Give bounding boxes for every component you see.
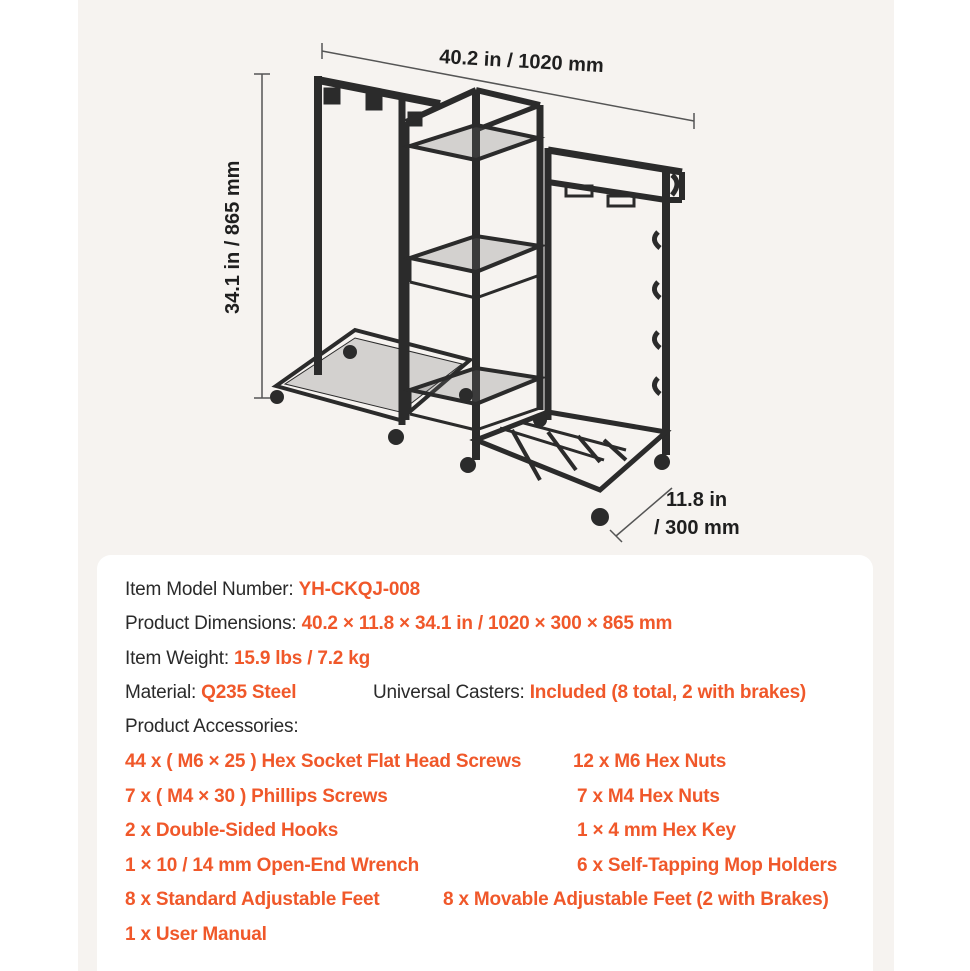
weight-label: Item Weight: xyxy=(125,648,229,669)
spec-material xyxy=(125,682,296,704)
dimensions-label: Product Dimensions: xyxy=(125,613,297,634)
accessory-item: 7 x ( M4 × 30 ) Phillips Screws xyxy=(125,786,388,807)
depth-dimension-mm: / 300 mm xyxy=(654,517,740,539)
casters-label: Universal Casters: xyxy=(373,682,525,703)
accessory-item: 8 x Standard Adjustable Feet xyxy=(125,889,380,910)
width-dimension-label: 40.2 in / 1020 mm xyxy=(438,46,605,78)
accessory-item: 44 x ( M6 × 25 ) Hex Socket Flat Head Screws xyxy=(125,751,522,772)
depth-dimension-inches: 11.8 in xyxy=(666,489,728,511)
accessory-item: 1 × 10 / 14 mm Open-End Wrench xyxy=(125,855,420,876)
accessory-item: 6 x Self-Tapping Mop Holders xyxy=(577,855,838,876)
casters-value: Included (8 total, 2 with brakes) xyxy=(529,682,807,703)
spec-card xyxy=(97,555,873,971)
accessory-item: 12 x M6 Hex Nuts xyxy=(573,751,727,772)
spec-weight xyxy=(125,648,370,670)
accessory-item: 1 × 4 mm Hex Key xyxy=(577,820,736,841)
depth-dimension-label xyxy=(654,486,740,542)
accessory-item: 1 x User Manual xyxy=(125,924,267,945)
material-label: Material: xyxy=(125,682,197,703)
spec-casters xyxy=(373,682,806,704)
spec-dimensions xyxy=(125,613,672,635)
rack-frame xyxy=(276,76,682,490)
weight-value: 15.9 lbs / 7.2 kg xyxy=(234,648,371,669)
spec-model xyxy=(125,579,420,601)
accessory-item: 2 x Double-Sided Hooks xyxy=(125,820,339,841)
dimensions-value: 40.2 × 11.8 × 34.1 in / 1020 × 300 × 865 mm xyxy=(301,613,673,634)
material-value: Q235 Steel xyxy=(201,682,297,703)
accessory-item: 7 x M4 Hex Nuts xyxy=(577,786,720,807)
accessory-item: 8 x Movable Adjustable Feet (2 with Brakes) xyxy=(443,889,829,910)
model-value: YH-CKQJ-008 xyxy=(298,579,420,600)
accessories-heading: Product Accessories: xyxy=(125,716,299,737)
model-label: Item Model Number: xyxy=(125,579,294,600)
height-dimension-label: 34.1 in / 865 mm xyxy=(222,160,244,314)
